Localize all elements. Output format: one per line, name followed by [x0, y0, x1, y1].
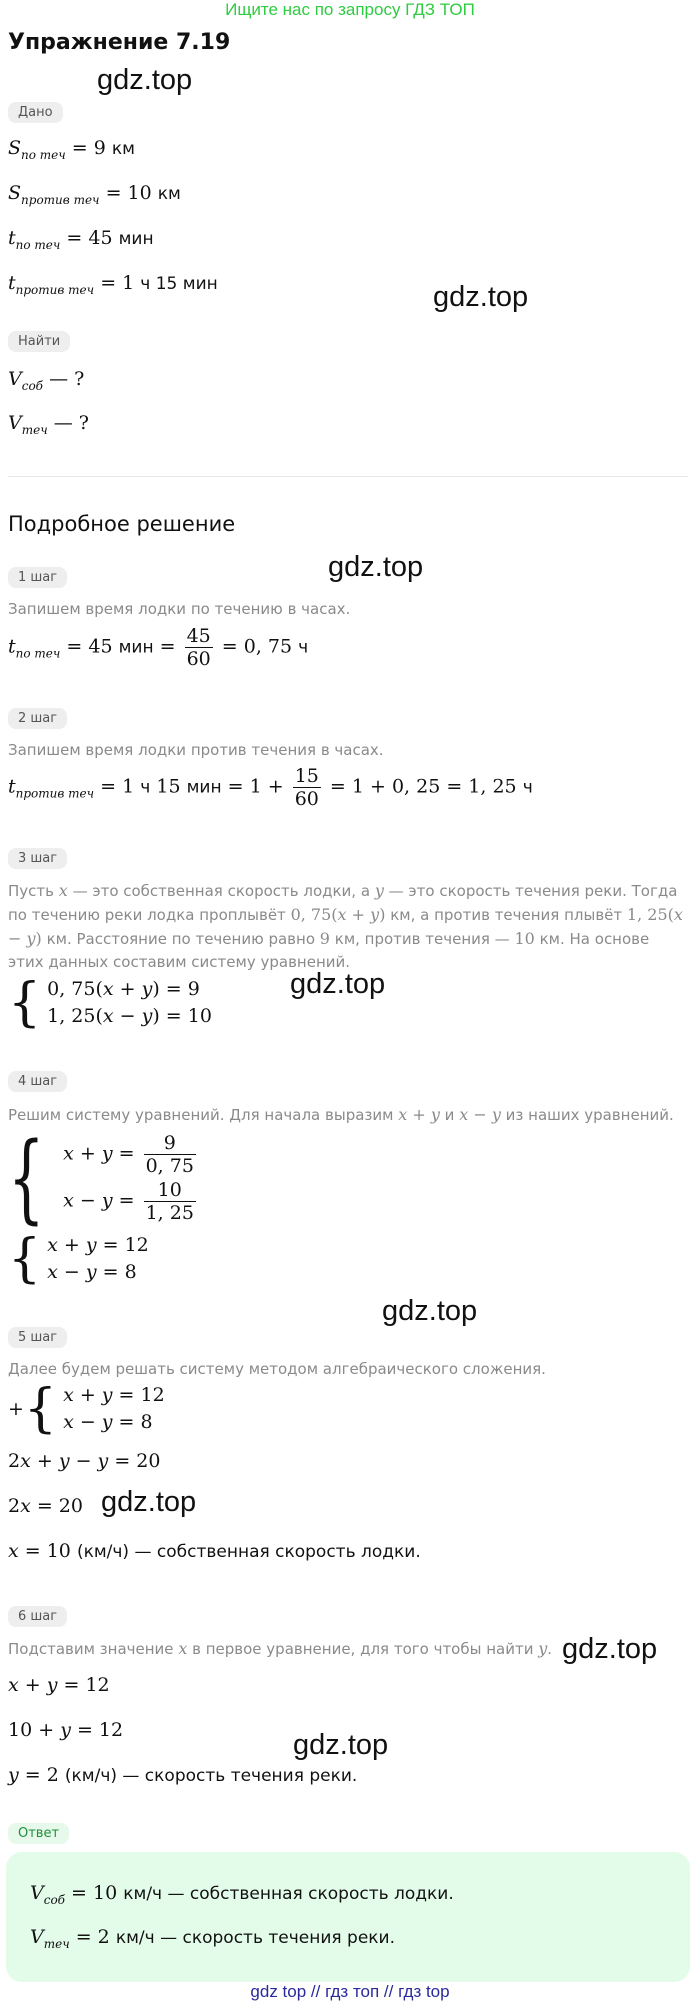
step-6-badge: 6 шаг	[8, 1606, 67, 1627]
step-6-badge-wrap	[8, 1605, 67, 1627]
watermark: gdz.top	[101, 1486, 197, 1518]
answer-line-1: $V_{соб} = 10$ км/ч — собственная скорость лодки.	[30, 1882, 454, 1907]
step-4-system-1: { x + y = $\frac{9}{0, 75}$ x − y = $\frac{10}{1, 25}$	[8, 1122, 194, 1234]
find-line-1: $V_{соб}$ — ?	[8, 368, 85, 393]
step-2-text: Запишем время лодки против течения в часах.	[8, 741, 384, 759]
step-1-text: Запишем время лодки по течению в часах.	[8, 600, 351, 618]
answer-box	[6, 1852, 690, 1982]
watermark: gdz.top	[562, 1633, 658, 1665]
step-1-formula: $t_{по теч} = 45$ мин = $\frac{45}{60}$ = 0, 75 ч	[8, 625, 309, 670]
given-line-4: $t_{против теч} = 1$ ч 15 мин	[8, 272, 218, 297]
watermark: gdz.top	[328, 551, 424, 583]
step-3-badge-wrap	[8, 847, 67, 869]
find-badge: Найти	[8, 331, 70, 352]
given-line-3: $t_{по теч} = 45$ мин	[8, 227, 154, 252]
answer-line-2: $V_{теч} = 2$ км/ч — скорость течения реки.	[30, 1926, 396, 1951]
given-badge-wrap	[8, 101, 63, 123]
step-4-text: Решим систему уравнений. Для начала выразим x + y и x − y из наших уравнений.	[8, 1105, 674, 1124]
step-1-badge: 1 шаг	[8, 567, 67, 588]
step-2-formula: $t_{против теч} = 1$ ч 15 мин = 1 + $\frac{15}{60}$ = 1 + 0, 25 = 1, 25 ч	[8, 765, 533, 810]
step-5-line-1: 2x + y − y = 20	[8, 1450, 161, 1472]
step-3-text: Пусть x — это собственная скорость лодки, а y — это скорость течения реки. Тогда по течению реки лодка проплывёт 0, 75(x + y) км, а против течения плывёт 1, 25(x − y) км. Расстояние по течению равно 9 км, против течения — 10 км. На основе этих данных составим систему уравнений.	[8, 881, 683, 971]
step-5-system: +{ x + y = 12 x − y = 8	[8, 1379, 165, 1439]
given-line-1: $S_{по теч} = 9$ км	[8, 137, 135, 162]
step-6-line-1: x + y = 12	[8, 1674, 110, 1696]
watermark: gdz.top	[382, 1295, 478, 1327]
answer-badge: Ответ	[8, 1823, 69, 1844]
step-5-result: x = 10 (км/ч) — собственная скорость лодки.	[8, 1540, 421, 1562]
given-line-2: $S_{против теч} = 10$ км	[8, 182, 181, 207]
watermark: gdz.top	[293, 1729, 389, 1761]
solution-title: Подробное решение	[8, 512, 236, 536]
step-4-system-2: { x + y = 12 x − y = 8	[8, 1229, 149, 1289]
step-3-badge: 3 шаг	[8, 848, 67, 869]
step-1-badge-wrap	[8, 566, 67, 588]
step-2-badge: 2 шаг	[8, 708, 67, 729]
step-6-text: Подставим значение x в первое уравнение, для того чтобы найти y.	[8, 1639, 553, 1658]
step-6-line-2: 10 + y = 12	[8, 1719, 124, 1741]
watermark: gdz.top	[290, 968, 386, 1000]
find-badge-wrap	[8, 330, 70, 352]
footer-links[interactable]: gdz top // гдз топ // гдз top	[250, 1982, 450, 2001]
step-5-line-2: 2x = 20	[8, 1495, 83, 1517]
step-3-system: { 0, 75(x + y) = 9 1, 25(x − y) = 10	[8, 973, 212, 1033]
step-6-result: y = 2 (км/ч) — скорость течения реки.	[8, 1764, 358, 1786]
step-4-badge-wrap	[8, 1070, 67, 1092]
page-title: Упражнение 7.19	[8, 30, 231, 55]
find-line-2: $V_{теч}$ — ?	[8, 412, 89, 437]
step-5-badge: 5 шаг	[8, 1327, 67, 1348]
step-5-badge-wrap	[8, 1326, 67, 1348]
search-banner[interactable]: Ищите нас по запросу ГДЗ ТОП	[225, 0, 475, 19]
given-badge: Дано	[8, 102, 63, 123]
step-2-badge-wrap	[8, 707, 67, 729]
watermark: gdz.top	[97, 64, 193, 96]
step-5-text: Далее будем решать систему методом алгебраического сложения.	[8, 1360, 546, 1378]
step-4-badge: 4 шаг	[8, 1071, 67, 1092]
answer-badge-wrap	[8, 1822, 69, 1844]
watermark: gdz.top	[433, 281, 529, 313]
section-divider	[8, 476, 688, 477]
